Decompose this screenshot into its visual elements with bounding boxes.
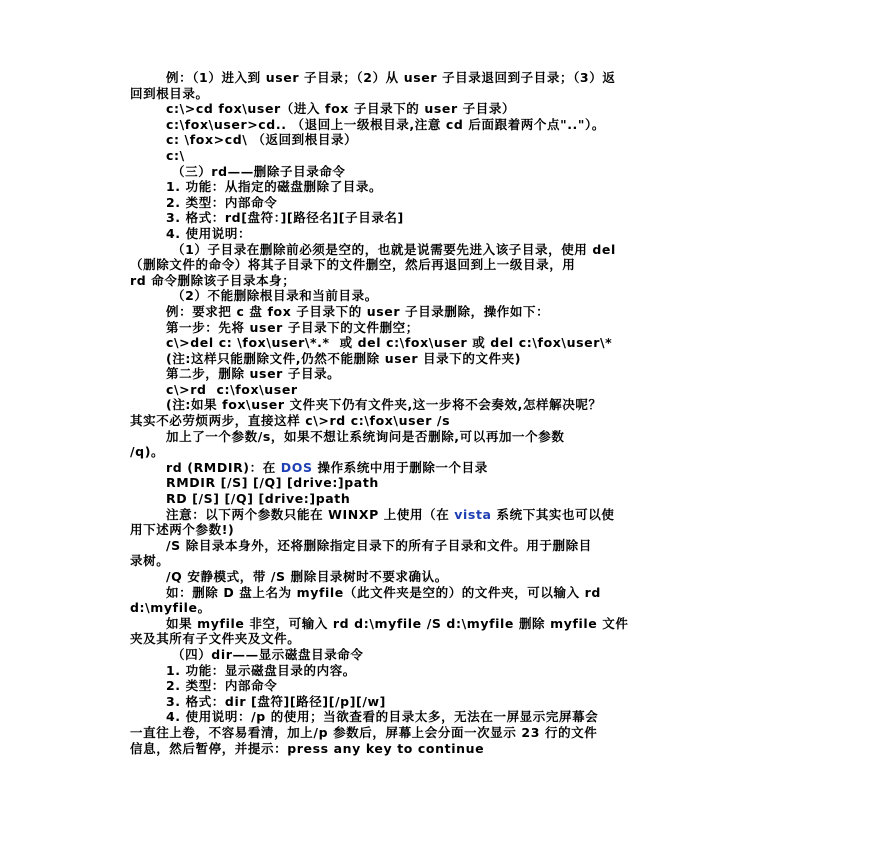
text-line: 4. 使用说明： xyxy=(166,225,252,241)
text-line: 2. 类型：内部命令 xyxy=(166,194,278,210)
text-line xyxy=(130,460,742,476)
text-line: c\>del c: \fox\user\*.* 或 del c:\fox\user 或 del c:\fox\user\* xyxy=(166,335,613,351)
document-page xyxy=(130,70,742,756)
text-line: （2）不能删除根目录和当前目录。 xyxy=(172,288,378,304)
text-line: 1. 功能：从指定的磁盘删除了目录。 xyxy=(166,179,383,195)
text-segment: rd (RMDIR)：在 xyxy=(166,459,281,475)
text-line: 2. 类型：内部命令 xyxy=(166,678,278,694)
text-line: 录树。 xyxy=(130,553,170,569)
text-line: 1. 功能：显示磁盘目录的内容。 xyxy=(166,662,356,678)
text-line: 如果 myfile 非空，可输入 rd d:\myfile /S d:\myfile 删除 myfile 文件 xyxy=(166,615,629,631)
highlighted-term: vista xyxy=(454,506,492,522)
text-segment: 系统下其实也可以使 xyxy=(491,506,615,522)
text-line: RD [/S] [/Q] [drive:]path xyxy=(166,491,351,507)
text-line: 信息，然后暂停，并提示：press any key to continue xyxy=(130,740,485,756)
text-line: 加上了一个参数/s，如果不想让系统询问是否删除,可以再加一个参数 xyxy=(166,428,565,444)
text-line: RMDIR [/S] [/Q] [drive:]path xyxy=(166,475,379,491)
text-line: 其实不必劳烦两步，直接这样 c\>rd c:\fox\user /s xyxy=(130,413,451,429)
text-line: 4. 使用说明：/p 的使用；当欲查看的目录太多，无法在一屏显示完屏幕会 xyxy=(166,709,599,725)
text-line: 3. 格式：rd[盘符：][路径名][子目录名] xyxy=(166,210,404,226)
text-line: /S 除目录本身外，还将删除指定目录下的所有子目录和文件。用于删除目 xyxy=(166,537,592,553)
text-line: 回到根目录。 xyxy=(130,85,209,101)
text-segment: 操作系统中用于删除一个目录 xyxy=(312,459,488,475)
text-line: （三）rd——删除子目录命令 xyxy=(172,163,346,179)
text-segment: 注意：以下两个参数只能在 WINXP 上使用（在 xyxy=(166,506,455,522)
text-line: d:\myfile。 xyxy=(130,600,211,616)
text-line: c: \fox>cd\ （返回到根目录） xyxy=(166,132,358,148)
text-line: 例：（1）进入到 user 子目录；（2）从 user 子目录退回到子目录；（3）返 xyxy=(166,70,616,85)
text-line: （四）dir——显示磁盘目录命令 xyxy=(172,646,364,662)
text-line: c:\ xyxy=(166,147,185,163)
text-line: c:\fox\user>cd.. （退回上一级根目录,注意 cd 后面跟着两个点".."）。 xyxy=(166,116,605,132)
text-line: 用下述两个参数!) xyxy=(130,522,235,538)
text-line: (注:这样只能删除文件,仍然不能删除 user 目录下的文件夹) xyxy=(166,350,522,366)
text-line: 第一步：先将 user 子目录下的文件删空； xyxy=(166,319,419,335)
text-line: （1）子目录在删除前必须是空的，也就是说需要先进入该子目录，使用 del xyxy=(172,241,616,257)
text-line: 如：删除 D 盘上名为 myfile（此文件夹是空的）的文件夹，可以输入 rd xyxy=(166,584,601,600)
text-line: 夹及其所有子文件夹及文件。 xyxy=(130,631,301,647)
text-line: (注:如果 fox\user 文件夹下仍有文件夹,这一步将不会奏效,怎样解决呢？ xyxy=(166,397,602,413)
text-line: /q)。 xyxy=(130,444,165,460)
text-line: 例：要求把 c 盘 fox 子目录下的 user 子目录删除，操作如下： xyxy=(166,303,550,319)
text-line: 一直往上卷，不容易看清，加上/p 参数后，屏幕上会分面一次显示 23 行的文件 xyxy=(130,724,598,740)
text-line: c\>rd c:\fox\user xyxy=(166,381,298,397)
text-line: 3. 格式：dir [盘符][路径][/p][/w] xyxy=(166,693,386,709)
text-line: rd 命令删除该子目录本身； xyxy=(130,272,296,288)
text-line: 第二步，删除 user 子目录。 xyxy=(166,366,341,382)
highlighted-term: DOS xyxy=(280,459,313,475)
text-line: （删除文件的命令）将其子目录下的文件删空，然后再退回到上一级目录，用 xyxy=(130,257,576,273)
text-line: /Q 安静模式，带 /S 删除目录树时不要求确认。 xyxy=(166,569,448,584)
text-line xyxy=(130,507,742,523)
text-line: c:\>cd fox\user（进入 fox 子目录下的 user 子目录） xyxy=(166,101,516,117)
